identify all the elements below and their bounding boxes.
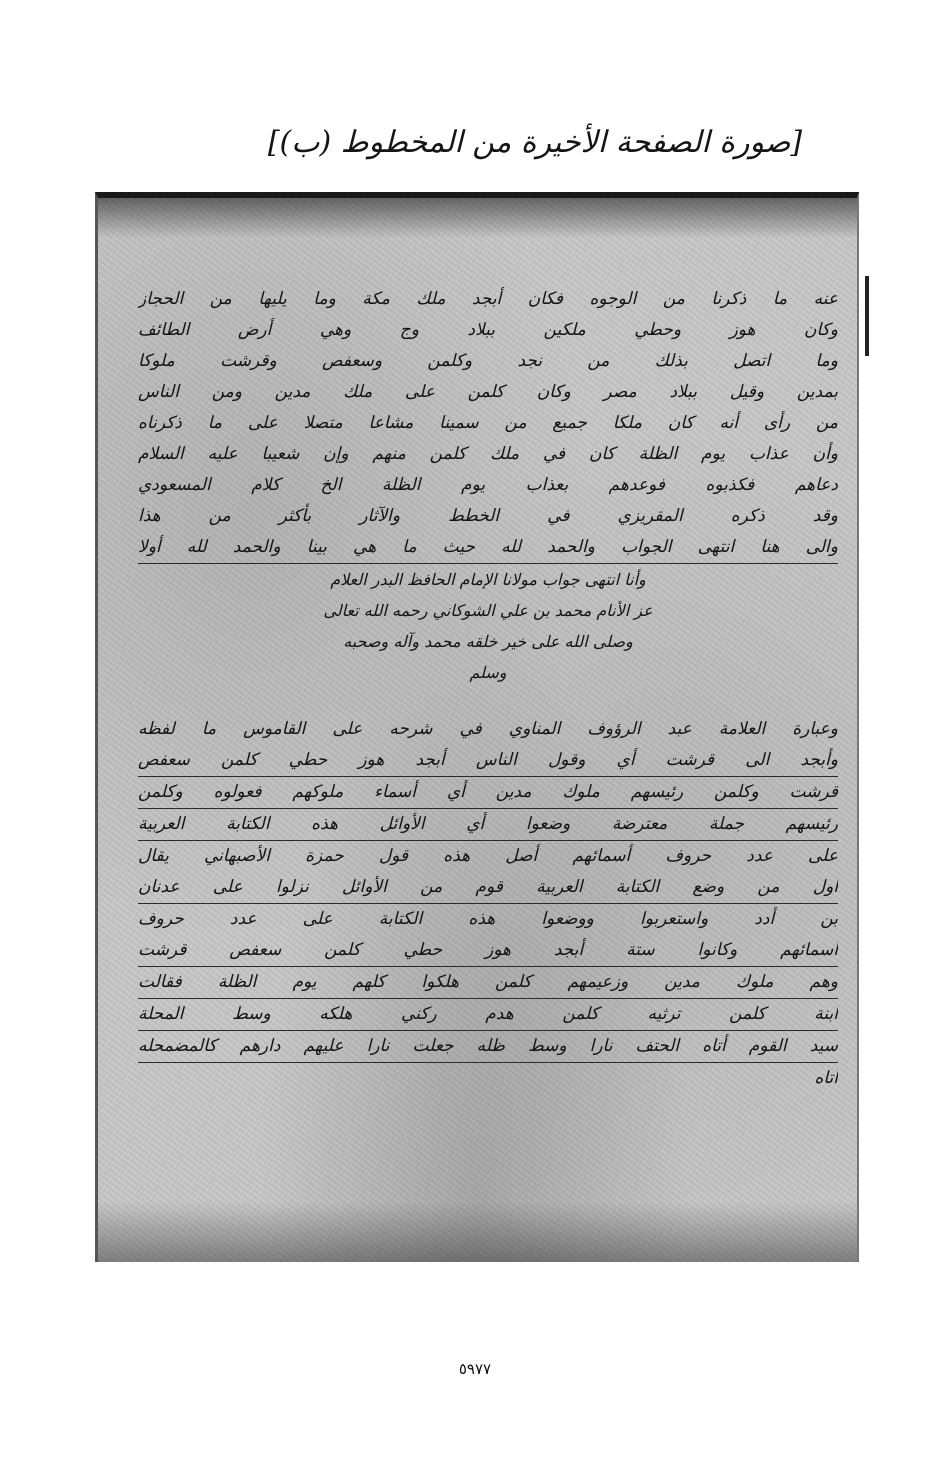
manuscript-line: وقد ذكره المقريزي في الخطط والآثار بأكثر من هذا (138, 506, 838, 526)
scan-shadow-top (98, 198, 857, 238)
commentary-line: قرشت وكلمن رئيسهم ملوك مدين أي أسماء ملوكهم فعولوه وكلمن (138, 777, 838, 809)
commentary-line: أول من وضع الكتابة العربية قوم من الأوائل نزلوا على عدنان (138, 872, 838, 904)
commentary-line: وهم ملوك مدين وزعيمهم كلمن هلكوا كلهم يوم الظلة فقالت (138, 967, 838, 999)
closing-line: وصلى الله على خير خلقه محمد وآله وصحبه (343, 632, 633, 651)
manuscript-line: دعاهم فكذبوه فوعدهم بعذاب يوم الظلة الخ كلام المسعودي (138, 475, 838, 495)
commentary-line: بن أدد واستعربوا ووضعوا هذه الكتابة على عدد حروف (138, 909, 838, 929)
manuscript-line: عنه ما ذكرنا من الوجوه فكان أبجد ملك مكة وما يليها من الحجاز (138, 289, 838, 309)
commentary-line: على عدد حروف أسمائهم أصل هذه قول حمزة الأصبهاني يقال (138, 846, 838, 866)
manuscript-line: وكان هوز وحطي ملكين ببلاد وج وهي أرض الطائف (138, 320, 838, 340)
manuscript-image (95, 192, 859, 1262)
page-number: ٥٩٧٧ (458, 1360, 492, 1378)
commentary-line: أسمائهم وكانوا ستة أبجد هوز حطي كلمن سعفص قرشت (138, 935, 838, 967)
closing-line: وسلم (469, 663, 507, 682)
manuscript-line: والى هنا انتهى الجواب والحمد لله حيث ما هي بينا والحمد لله أولا (138, 532, 838, 564)
manuscript-text (138, 284, 838, 1094)
commentary-line: أتاه (814, 1068, 838, 1088)
spacer (138, 688, 838, 714)
manuscript-line: من رأى أنه كان ملكا جميع من سمينا مشاعا متصلا على ما ذكرناه (138, 413, 838, 433)
commentary-line: سيد القوم أتاه الحتف نارا وسط ظله جعلت نارا عليهم دارهم كالمضمحله (138, 1031, 838, 1063)
commentary-line: ابنة كلمن ترثيه كلمن هدم ركني هلكه وسط المحلة (138, 999, 838, 1031)
commentary-line: وأبجد الى قرشت أي وقول الناس أبجد هوز حطي كلمن سعفص (138, 745, 838, 777)
manuscript-line: وأن عذاب يوم الظلة كان في ملك كلمن منهم وإن شعيبا عليه السلام (138, 444, 838, 464)
commentary-line: رئيسهم جملة معترضة وضعوا أي الأوائل هذه الكتابة العربية (138, 809, 838, 841)
manuscript-line: بمدين وقيل ببلاد مصر وكان كلمن على ملك مدين ومن الناس (138, 382, 838, 402)
closing-line: وأنا انتهى جواب مولانا الإمام الحافظ البدر العلام (330, 570, 646, 589)
page-caption: [صورة الصفحة الأخيرة من المخطوط (ب)] (267, 125, 803, 160)
margin-bracket-mark (865, 276, 869, 356)
manuscript-line: وما اتصل بذلك من نجد وكلمن وسعفص وقرشت ملوكا (138, 351, 838, 371)
commentary-line: وعبارة العلامة عبد الرؤوف المناوي في شرحه على القاموس ما لفظه (138, 719, 838, 739)
scan-shadow-bottom (98, 1202, 857, 1262)
closing-line: عز الأنام محمد بن علي الشوكاني رحمه الله تعالى (323, 601, 653, 620)
